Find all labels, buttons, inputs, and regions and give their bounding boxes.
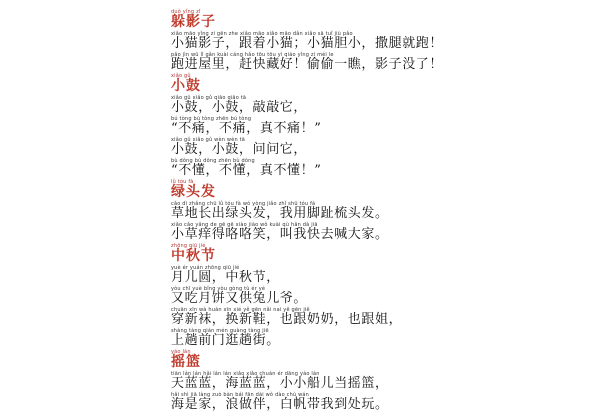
line-pinyin: chuān xīn wà huàn xīn xié yě gēn nǎi nai yě gēn jiě [171, 307, 310, 313]
line-pinyin: xiǎo māo yǐng zi gēn zhe xiǎo māo xiǎo māo dǎn xiǎo sā tuǐ jiù pǎo [171, 31, 353, 37]
poem-title: 中秋节 [171, 248, 216, 264]
poem-title: 摇篮 [171, 354, 201, 370]
poem-zhong-qiu-jie [171, 243, 441, 348]
poem-title: 小鼓 [171, 78, 201, 94]
line-pinyin: hǎi shì jiā làng zuò bàn bái fān dài wǒ dào chù wán [171, 392, 310, 398]
line-pinyin: pǎo jìn wū lǐ gǎn kuài cáng hǎo tōu tōu yì qiáo yǐng zi méi le [171, 52, 334, 58]
poem-line: 天蓝蓝，海蓝蓝，小小船儿当摇篮， [171, 376, 389, 391]
poem-title: 绿头发 [171, 184, 216, 200]
poem-xiao-gu [171, 73, 441, 178]
poem-line: 小鼓，小鼓，敲敲它， [171, 100, 308, 115]
poem-collection [171, 8, 444, 412]
line-pinyin: bú tòng bú tòng zhēn bú tòng [171, 116, 252, 122]
poem-line: 小鼓，小鼓，问问它， [171, 142, 308, 157]
poem-duo-ying-zi [171, 9, 444, 72]
poem-line: 小草痒得咯咯笑，叫我快去喊大家。 [171, 227, 389, 242]
poem-line: 小猫影子，跟着小猫；小猫胆小，撒腿就跑！ [171, 36, 444, 51]
line-pinyin: tiān lán lán hǎi lán lán xiǎo xiǎo chuán ér dāng yáo lán [171, 371, 320, 377]
poem-line: 穿新袜，换新鞋，也跟奶奶，也跟姐， [171, 312, 403, 327]
title-pinyin: duǒ yǐng zǐ [171, 9, 201, 15]
poem-title: 躲影子 [171, 14, 216, 30]
poem-line: “不懂，不懂，真不懂！” [171, 163, 322, 178]
poem-yao-lan [171, 349, 441, 412]
line-pinyin: shàng tàng qián mén guàng tàng jiē [171, 328, 269, 334]
line-pinyin: cǎo dì zhǎng chū lǜ tóu fà wǒ yòng jiǎo zhǐ shū tóu fà [171, 201, 316, 207]
title-pinyin: lǜ tóu fà [171, 179, 194, 185]
line-pinyin: yòu chī yuè bǐng yòu gòng tù ér yé [171, 286, 266, 292]
poem-line: 又吃月饼又供兔儿爷。 [171, 291, 308, 306]
line-pinyin: xiǎo gǔ xiǎo gǔ wèn wèn tā [171, 137, 246, 143]
title-pinyin: xiǎo gǔ [171, 73, 191, 79]
poem-line: 上趟前门逛趟街。 [171, 333, 280, 348]
title-pinyin: zhōng qiū jié [171, 243, 206, 249]
title-pinyin: yáo lán [171, 349, 191, 355]
poem-line: “不痛，不痛，真不痛！” [171, 121, 322, 136]
line-pinyin: yuè ér yuán zhōng qiū jié [171, 265, 240, 271]
poem-line: 海是家，浪做伴，白帆带我到处玩。 [171, 397, 389, 412]
line-pinyin: xiǎo cǎo yǎng de gē gē xiào jiào wǒ kuài qù hǎn dà jiā [171, 222, 318, 228]
line-pinyin: bù dǒng bù dǒng zhēn bù dǒng [171, 158, 255, 164]
poem-line: 跑进屋里，赶快藏好！偷偷一瞧，影子没了！ [171, 57, 444, 72]
poem-line: 草地长出绿头发，我用脚趾梳头发。 [171, 206, 389, 221]
poem-lv-tou-fa [171, 179, 441, 242]
line-pinyin: xiǎo gǔ xiǎo gǔ qiāo qiāo tā [171, 95, 247, 101]
poem-line: 月儿圆，中秋节， [171, 270, 280, 285]
